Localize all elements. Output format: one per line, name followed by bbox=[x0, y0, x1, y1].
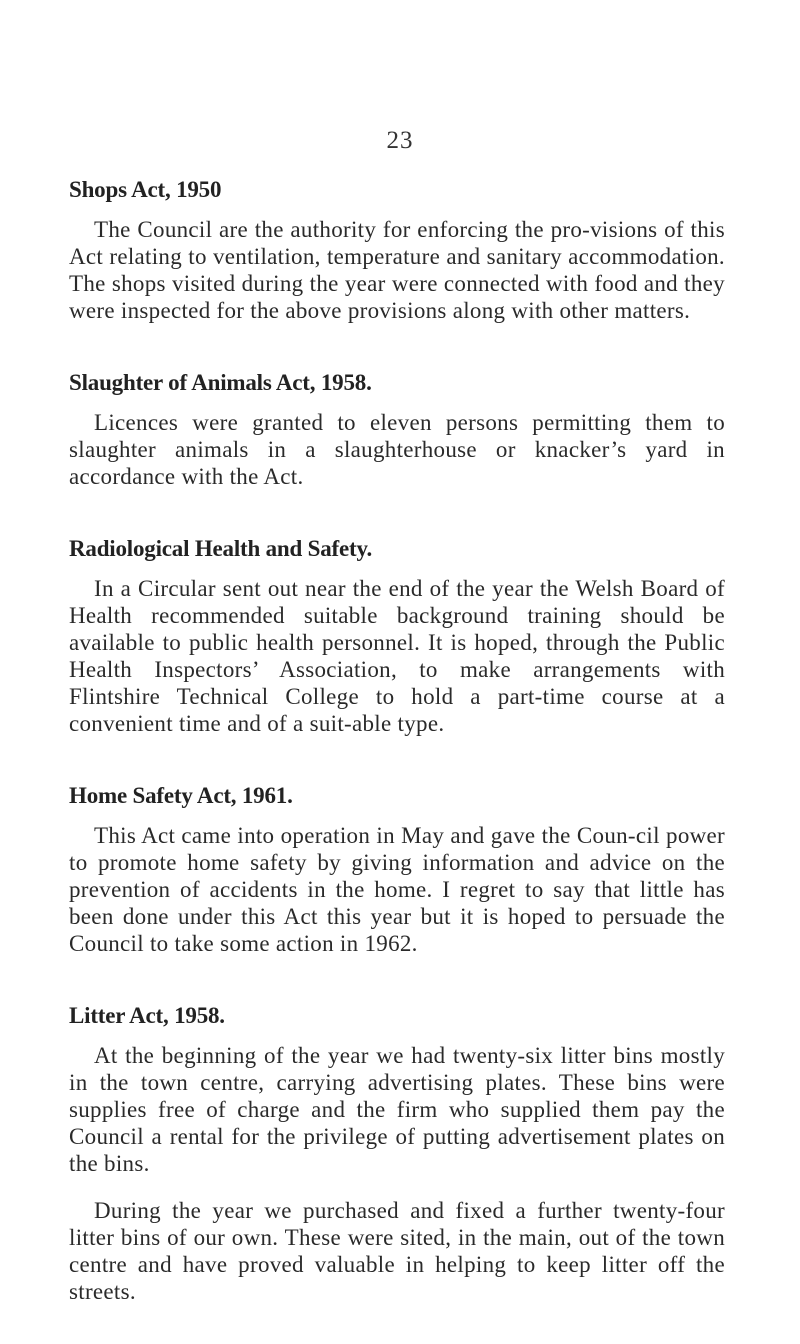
section-litter-act bbox=[69, 1002, 725, 1305]
section-shops-act bbox=[69, 176, 725, 324]
page-body bbox=[69, 176, 725, 1305]
section-heading: Shops Act, 1950 bbox=[69, 177, 222, 202]
section-heading: Radiological Health and Safety. bbox=[69, 536, 373, 561]
section-slaughter-of-animals-act bbox=[69, 369, 725, 490]
section-paragraph: In a Circular sent out near the end of the year the Welsh Board of Health recommended suitable background training should be available to public health personnel. It is hoped, through the Public Health Inspectors’ Association, to make arrangements with Flintshire Technical College to hold a part-time course at a convenient time and of a suit-able type. bbox=[69, 576, 725, 736]
section-paragraph: This Act came into operation in May and gave the Coun-cil power to promote home safety by giving information and advice on the prevention of accidents in the home. I regret to say that little has been done under this Act this year but it is hoped to persuade the Council to take some action in 1962. bbox=[69, 823, 725, 956]
page-number: 23 bbox=[386, 127, 414, 154]
section-home-safety-act bbox=[69, 782, 725, 957]
section-paragraph: Licences were granted to eleven persons permitting them to slaughter animals in a slaughterhouse or knacker’s yard in accordance with the Act. bbox=[69, 410, 725, 489]
section-heading: Slaughter of Animals Act, 1958. bbox=[69, 370, 372, 395]
section-heading: Litter Act, 1958. bbox=[69, 1003, 225, 1028]
section-radiological-health bbox=[69, 535, 725, 737]
section-paragraph: At the beginning of the year we had twenty-six litter bins mostly in the town centre, carrying advertising plates. These bins were supplies free of charge and the firm who supplied them pay the Council a rental for the privilege of putting advertisement plates on the bins. bbox=[69, 1043, 725, 1176]
section-heading: Home Safety Act, 1961. bbox=[69, 783, 293, 808]
section-paragraph: The Council are the authority for enforcing the pro-visions of this Act relating to ventilation, temperature and sanitary accommodation. The shops visited during the year were connected with food and they were inspected for the above provisions along with other matters. bbox=[69, 217, 725, 323]
section-paragraph: During the year we purchased and fixed a further twenty-four litter bins of our own. These were sited, in the main, out of the town centre and have proved valuable in helping to keep litter off the streets. bbox=[69, 1198, 725, 1304]
